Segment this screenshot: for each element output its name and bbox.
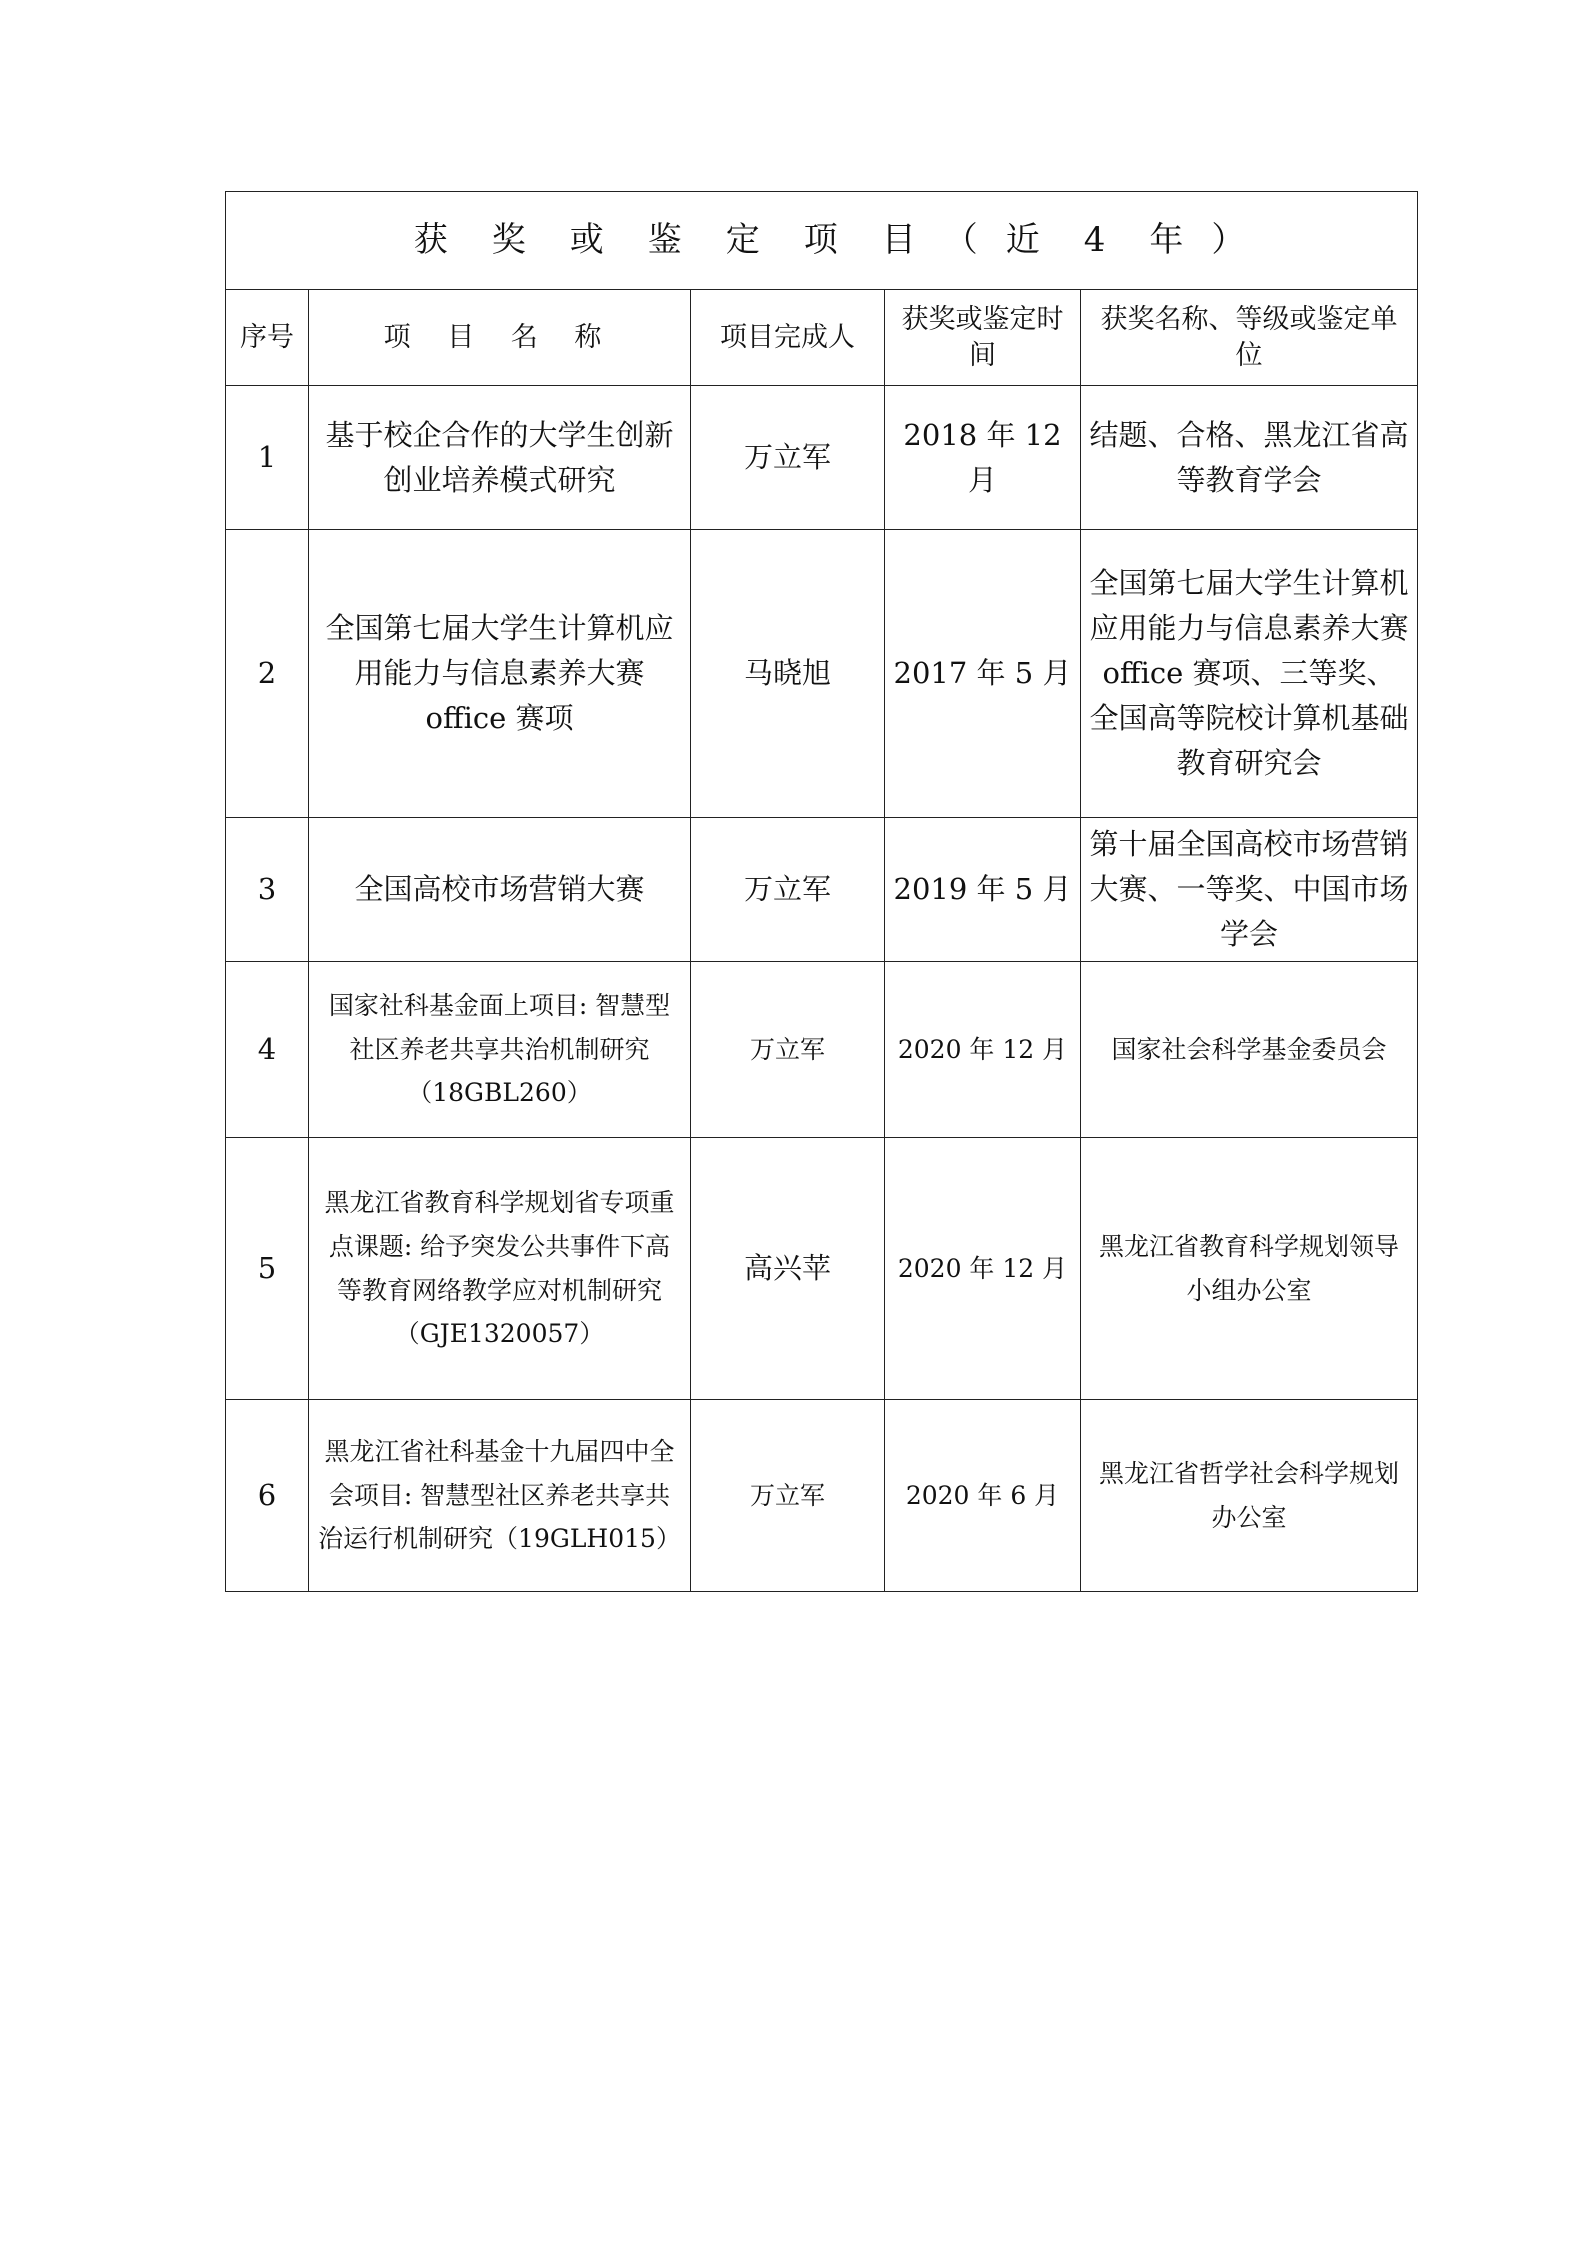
- cell-no: 6: [226, 1400, 309, 1592]
- cell-time: 2020 年 12 月: [885, 962, 1081, 1138]
- cell-no: 3: [226, 818, 309, 962]
- cell-name: 基于校企合作的大学生创新创业培养模式研究: [309, 386, 691, 530]
- table-row: [226, 818, 1418, 962]
- title-char: 奖: [491, 220, 526, 261]
- table-row: [226, 1400, 1418, 1592]
- cell-no: 5: [226, 1138, 309, 1400]
- table-row: [226, 530, 1418, 818]
- cell-unit: 国家社会科学基金委员会: [1081, 962, 1418, 1138]
- cell-unit: 黑龙江省教育科学规划领导小组办公室: [1081, 1138, 1418, 1400]
- cell-name: 全国第七届大学生计算机应用能力与信息素养大赛 office 赛项: [309, 530, 691, 818]
- header-unit: 获奖名称、等级或鉴定单位: [1081, 290, 1418, 386]
- table-title: [226, 192, 1418, 290]
- header-no: 序号: [226, 290, 309, 386]
- title-char: （: [943, 220, 978, 261]
- cell-person: 万立军: [691, 386, 885, 530]
- title-char: 获: [413, 220, 448, 261]
- title-char: 近: [1005, 220, 1040, 261]
- cell-person: 马晓旭: [691, 530, 885, 818]
- cell-time: 2017 年 5 月: [885, 530, 1081, 818]
- cell-person: 万立军: [691, 1400, 885, 1592]
- title-char: ）: [1211, 220, 1246, 261]
- table-title-row: [226, 192, 1418, 290]
- cell-unit: 黑龙江省哲学社会科学规划办公室: [1081, 1400, 1418, 1592]
- awards-table: [225, 191, 1418, 1592]
- title-char: 或: [569, 220, 604, 261]
- cell-person: 高兴苹: [691, 1138, 885, 1400]
- cell-time: 2018 年 12 月: [885, 386, 1081, 530]
- title-char: 定: [725, 220, 760, 261]
- cell-name: 黑龙江省社科基金十九届四中全会项目: 智慧型社区养老共享共治运行机制研究（19GLH015）: [309, 1400, 691, 1592]
- header-person: 项目完成人: [691, 290, 885, 386]
- cell-time: 2020 年 6 月: [885, 1400, 1081, 1592]
- table-header-row: [226, 290, 1418, 386]
- table-title-text: [392, 214, 1252, 267]
- title-char: 4: [1083, 220, 1106, 261]
- cell-person: 万立军: [691, 818, 885, 962]
- cell-no: 1: [226, 386, 309, 530]
- cell-time: 2019 年 5 月: [885, 818, 1081, 962]
- title-char: 项: [803, 220, 838, 261]
- table-row: [226, 962, 1418, 1138]
- cell-time: 2020 年 12 月: [885, 1138, 1081, 1400]
- cell-unit: 结题、合格、黑龙江省高等教育学会: [1081, 386, 1418, 530]
- cell-name: 全国高校市场营销大赛: [309, 818, 691, 962]
- cell-no: 2: [226, 530, 309, 818]
- header-time: 获奖或鉴定时间: [885, 290, 1081, 386]
- cell-name: 国家社科基金面上项目: 智慧型社区养老共享共治机制研究（18GBL260）: [309, 962, 691, 1138]
- header-name: 项 目 名 称: [309, 290, 691, 386]
- cell-unit: 第十届全国高校市场营销大赛、一等奖、中国市场学会: [1081, 818, 1418, 962]
- cell-unit: 全国第七届大学生计算机应用能力与信息素养大赛 office 赛项、三等奖、全国高等院校计算机基础教育研究会: [1081, 530, 1418, 818]
- title-char: 鉴: [647, 220, 682, 261]
- title-char: 目: [881, 220, 916, 261]
- cell-no: 4: [226, 962, 309, 1138]
- cell-person: 万立军: [691, 962, 885, 1138]
- table-row: [226, 1138, 1418, 1400]
- title-char: 年: [1149, 220, 1184, 261]
- cell-name: 黑龙江省教育科学规划省专项重点课题: 给予突发公共事件下高等教育网络教学应对机制研究（GJE1320057）: [309, 1138, 691, 1400]
- table-row: [226, 386, 1418, 530]
